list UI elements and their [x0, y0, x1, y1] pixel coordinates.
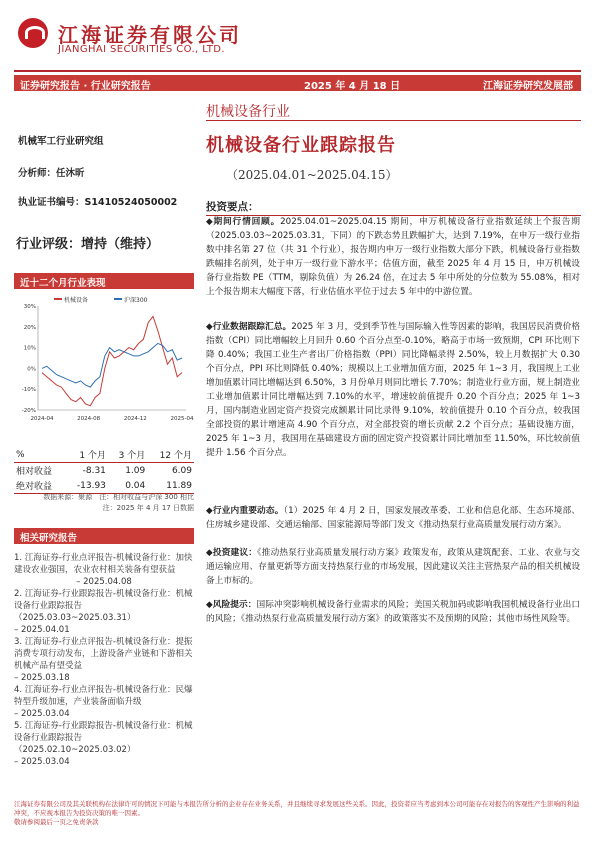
- cert-number: S1410524050002: [84, 197, 178, 208]
- y-tick-label: 20%: [23, 324, 36, 331]
- table-header-cell: 1 个月: [79, 451, 106, 461]
- analyst-label: 分析师：: [18, 168, 57, 179]
- y-tick-label: 10%: [23, 345, 36, 352]
- series-line-index: [42, 343, 182, 387]
- point-text: （1）2025 年 4 月 2 日，国家发展改革委、工业和信息化部、生态环境部、住房城乡建设部、交通运输部、国家能源局等部门发文《推动热泵行业高质量发展行动方案》。: [206, 506, 581, 530]
- report-type: 证券研究报告 · 行业研究报告: [20, 81, 151, 92]
- point-text: 《推动热泵行业高质量发展行动方案》政策发布，政策从建筑配套、工业、农业与交通运输应用、存量更新等方面支持热泵行业的市场发展，因此建议关注主营热泵产品的相关机械设备上市标的。: [206, 548, 580, 586]
- x-tick-label: 2025-04: [170, 416, 194, 422]
- performance-table: [14, 447, 194, 494]
- table-cell: -8.31: [82, 465, 106, 476]
- table-cell: 1.09: [125, 465, 146, 476]
- related-report-date: – 2025.03.04: [14, 709, 70, 719]
- related-report-date: – 2025.03.18: [14, 673, 70, 683]
- table-cell: 相对收益: [16, 467, 53, 477]
- related-report-date: – 2025.04.01: [14, 625, 70, 635]
- point-lead: 风险提示：: [212, 600, 257, 610]
- header-rule: [14, 70, 581, 72]
- research-dept: 江海证券研究发展部: [483, 81, 573, 92]
- point-text: 国际冲突影响机械设备行业需求的风险；美国关税加码或影响我国机械设备行业出口的风险；《推动热泵行业高质量发展行动方案》的政策落实不及预期的风险；其他市场性风险等。: [206, 600, 581, 624]
- company-logo-icon: [18, 18, 48, 48]
- chart-section-title: 近十二个月行业表现: [20, 278, 106, 289]
- related-report-item[interactable]: [14, 684, 194, 720]
- key-points-heading: 投资要点：: [206, 201, 259, 213]
- cert-label: 执业证书编号：: [18, 197, 85, 208]
- related-reports-list: [14, 552, 194, 768]
- related-report-title: 1. 江海证券-行业点评报告-机械设备行业：加快建设农业强国，农业农村相关装备有望获益: [14, 553, 193, 575]
- table-header-cell: %: [16, 449, 25, 460]
- series-line-industry: [42, 316, 182, 405]
- diamond-bullet-icon: ◆: [206, 217, 214, 227]
- diamond-bullet-icon: ◆: [206, 548, 213, 558]
- related-report-title: 4. 江海证券-行业点评报告-机械设备行业：民爆特型升级加速，产业装备面临升级: [14, 685, 193, 707]
- related-report-item[interactable]: [14, 720, 194, 768]
- table-row: [14, 463, 194, 479]
- table-cell: 6.09: [171, 465, 192, 476]
- table-cell: 0.04: [125, 480, 146, 491]
- point-text: 2025 年 3 月，受到季节性与国际输入性等因素的影响，我国居民消费价格指数（CPI）同比增幅较上月回升 0.60 个百分点至-0.10%，略高于市场一致预期，CPI 环比则下降 0.40%；我国工业生产者出厂价格指数（PPI）同比降幅录得 2.50%，较上月数据扩大 0.30 个百分点，PPI 环比则降低 0.40%；规模以上工业增加值方面，2025 年 1~3 月，我国规上工业增加值累计同比增幅达到 6.50%，3 月份单月则同比增长 7.70%；制造业行业方面，规上制造业工业增加值累计同比增幅达到 7.10%的水平，增速较前值提升 0.20 个百分点；2025 年 1~3 月，国内制造业固定资产投资完成额累计同比录得 9.10%，较前值提升 0.10 个百分点，较我国全部投资的累计增速高 4.90 个百分点，对全部投资的增长贡献 2.2 个百分点；基础设施方面，2025 年 1~3 月，我国用在基础建设方面的固定资产投资累计同比增加至 11.50%，环比较前值提升 1.56 个百分点。: [206, 322, 581, 458]
- point-market-review: [206, 215, 580, 299]
- related-section-title: 相关研究报告: [20, 533, 78, 544]
- analyst-line: [18, 165, 85, 179]
- legend-swatch-index: [114, 298, 122, 300]
- research-team: 机械军工行业研究组: [18, 136, 104, 147]
- company-name-en: JIANGHAI SECURITIES CO., LTD.: [58, 44, 225, 55]
- point-lead: 投资建议：: [212, 548, 258, 558]
- chart-section-head: [14, 273, 194, 289]
- point-industry-news: [206, 504, 580, 532]
- y-tick-label: 0%: [27, 366, 36, 373]
- related-report-title: 5. 江海证券-行业跟踪报告-机械设备行业：机械设备行业跟踪报告（2025.02.10~2025.03.02）: [14, 721, 193, 755]
- table-header-cell: 12 个月: [159, 451, 192, 461]
- header-bar: [14, 75, 581, 91]
- y-tick-label: 30%: [23, 304, 36, 310]
- x-tick-label: 2024-04: [30, 416, 54, 422]
- related-section-head: [14, 528, 194, 544]
- table-note-date: 注：2025 年 4 月 17 日数据: [102, 504, 194, 512]
- table-header-row: [14, 447, 194, 463]
- table-cell: 绝对收益: [16, 482, 53, 492]
- page-title: 机械设备行业跟踪报告: [206, 135, 396, 156]
- related-report-title: 2. 江海证券-行业跟踪报告-机械设备行业：机械设备行业跟踪报告（2025.03.03~2025.03.31）: [14, 589, 193, 623]
- diamond-bullet-icon: ◆: [206, 506, 213, 516]
- related-report-item[interactable]: [14, 588, 194, 636]
- diamond-bullet-icon: ◆: [206, 322, 213, 332]
- industry-performance-chart: [14, 292, 194, 437]
- related-report-item[interactable]: [14, 636, 194, 684]
- related-report-date: – 2025.03.04: [14, 757, 70, 767]
- sector-rule: [206, 120, 581, 121]
- table-cell: 11.89: [166, 480, 192, 491]
- related-report-date: – 2025.04.08: [76, 577, 132, 587]
- legend-label-industry: 机械设备: [64, 297, 89, 304]
- point-lead: 期间行情回顾。: [213, 217, 281, 227]
- table-cell: -13.93: [76, 480, 106, 491]
- disclaimer: 江海证券有限公司及其关联机构在法律许可的情况下可能与本报告所分析的企业存在业务关系，并且继续寻求发展这些关系。因此，投资者应当考虑到本公司可能存在对报告的客观性产生影响的利益冲突，不应视本报告为投资决策的唯一因素。 敬请参阅最后一页之免责条款: [14, 800, 580, 826]
- point-text: 2025.04.01~2025.04.15 期间，申万机械设备行业指数延续上个报告期（2025.03.03~2025.03.31，下同）的下跌态势且跌幅扩大，达到 7.19%，在申万一级行业指数中排名第 27 位（共 31 个行业），报告期内申万一级行业指数大部分下跌，机械设备行业指数跌幅排名前列，处于申万一级行业下游水平；估值方面，截至 2025 年 4 月 15 日，申万机械设备行业指数 PE（TTM，剔除负值）为 26.24 倍，在过去 5 年中所处的分位数为 55.08%，相对上个报告期末大幅度下落，行业估值水平位于过去 5 年中的中游位置。: [206, 217, 580, 297]
- point-investment-advice: [206, 546, 580, 588]
- related-report-title: 3. 江海证券-行业点评报告-机械设备行业：提振消费专项行动发布，上游设备产业链和下游相关机械产品有望受益: [14, 637, 193, 671]
- analyst-name: 任沐昕: [56, 168, 85, 179]
- point-lead: 行业数据跟踪汇总。: [212, 322, 292, 332]
- point-risk-warning: [206, 598, 580, 626]
- chart-lines: [42, 316, 182, 405]
- point-data-tracking: [206, 320, 580, 460]
- diamond-bullet-icon: ◆: [206, 600, 213, 610]
- company-name-cn: 江海证券有限公司: [58, 23, 242, 47]
- chart-axes: [38, 306, 186, 410]
- report-date: 2025 年 4 月 18 日: [304, 81, 401, 92]
- x-tick-label: 2024-08: [77, 416, 101, 422]
- cert-line: [18, 194, 177, 208]
- sector-tag: 机械设备行业: [206, 104, 290, 120]
- y-tick-label: -10%: [21, 387, 36, 394]
- x-tick-label: 2024-12: [123, 416, 147, 422]
- industry-rating: 行业评级：增持（维持）: [16, 237, 160, 252]
- point-lead: 行业内重要动态。: [212, 506, 284, 516]
- related-report-item[interactable]: [14, 552, 194, 588]
- y-tick-label: -20%: [21, 408, 36, 414]
- table-header-cell: 3 个月: [118, 451, 146, 461]
- chart-legend: [54, 296, 148, 304]
- table-note-source: 数据来源：聚源 注：相对收益与沪深 300 相比: [43, 493, 194, 501]
- legend-swatch-industry: [54, 298, 62, 300]
- page-subtitle: （2025.04.01~2025.04.15）: [226, 168, 398, 182]
- legend-label-index: 沪深300: [124, 297, 148, 304]
